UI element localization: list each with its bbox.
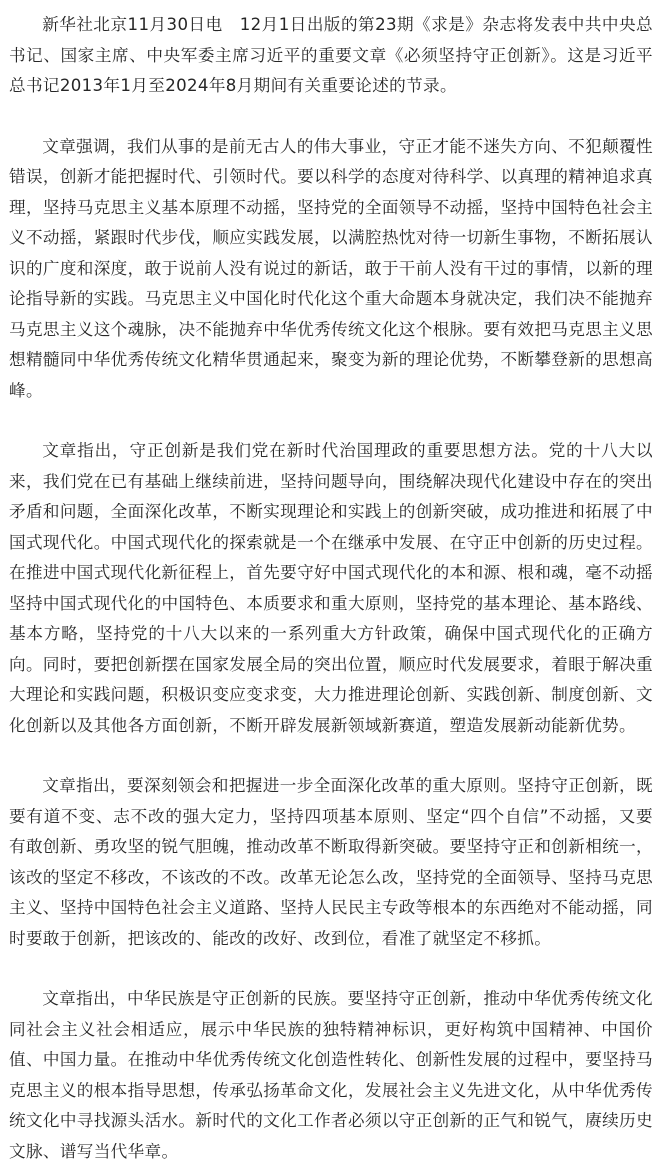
article-paragraph: 文章指出，中华民族是守正创新的民族。要坚持守正创新，推动中华优秀传统文化同社会主义社会相适应，展示中华民族的独特精神标识，更好构筑中国精神、中国价值、中国力量。在推动中华优秀传统文化创造性转化、创新性发展的过程中，要坚持马克思主义的根本指导思想，传承弘扬革命文化，发展社会主义先进文化，从中华优秀传统文化中寻找源头活水。新时代的文化工作者必须以守正创新的正气和锐气，赓续历史文脉、谱写当代华章。	[9, 989, 653, 1161]
article-paragraph: 文章强调，我们从事的是前无古人的伟大事业，守正才能不迷失方向、不犯颠覆性错误，创新才能把握时代、引领时代。要以科学的态度对待科学、以真理的精神追求真理，坚持马克思主义基本原理不动摇，坚持党的全面领导不动摇，坚持中国特色社会主义不动摇，紧跟时代步伐，顺应实践发展，以满腔热忱对待一切新生事物，不断拓展认识的广度和深度，敢于说前人没有说过的新话，敢于干前人没有干过的事情，以新的理论指导新的实践。马克思主义中国化时代化这个重大命题本身就决定，我们决不能抛弃马克思主义这个魂脉，决不能抛弃中华优秀传统文化这个根脉。要有效把马克思主义思想精髓同中华优秀传统文化精华贯通起来，聚变为新的理论优势，不断攀登新的思想高峰。	[9, 136, 653, 400]
article-paragraph-lead: 新华社北京11月30日电 12月1日出版的第23期《求是》杂志将发表中共中央总书记、国家主席、中央军委主席习近平的重要文章《必须坚持守正创新》。这是习近平总书记2013年1月至2024年8月期间有关重要论述的节录。	[9, 15, 653, 95]
article-paragraph: 文章指出，守正创新是我们党在新时代治国理政的重要思想方法。党的十八大以来，我们党在已有基础上继续前进，坚持问题导向，围绕解决现代化建设中存在的突出矛盾和问题，全面深化改革，不断实现理论和实践上的创新突破，成功推进和拓展了中国式现代化。中国式现代化的探索就是一个在继承中发展、在守正中创新的历史过程。在推进中国式现代化新征程上，首先要守好中国式现代化的本和源、根和魂，毫不动摇坚持中国式现代化的中国特色、本质要求和重大原则，坚持党的基本理论、基本路线、基本方略，坚持党的十八大以来的一系列重大方针政策，确保中国式现代化的正确方向。同时，要把创新摆在国家发展全局的突出位置，顺应时代发展要求，着眼于解决重大理论和实践问题，积极识变应变求变，大力推进理论创新、实践创新、制度创新、文化创新以及其他各方面创新，不断开辟发展新领域新赛道，塑造发展新动能新优势。	[9, 441, 653, 735]
article-paragraph: 文章指出，要深刻领会和把握进一步全面深化改革的重大原则。坚持守正创新，既要有道不变、志不改的强大定力，坚持四项基本原则、坚定“四个自信”不动摇，又要有敢创新、勇攻坚的锐气胆魄，推动改革不断取得新突破。要坚持守正和创新相统一，该改的坚定不移改，不该改的不改。改革无论怎么改，坚持党的全面领导、坚持马克思主义、坚持中国特色社会主义道路、坚持人民民主专政等根本的东西绝对不能动摇，同时要敢于创新，把该改的、能改的改好、改到位，看准了就坚定不移抓。	[9, 776, 653, 948]
